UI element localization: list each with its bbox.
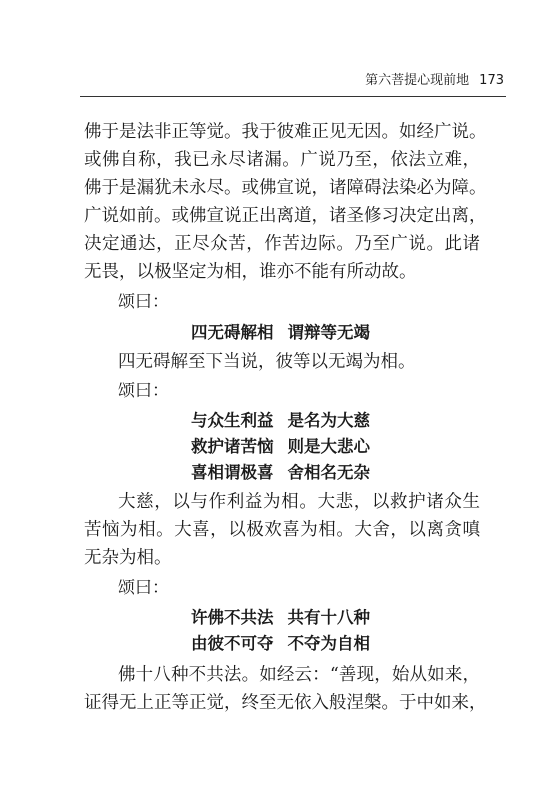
verse-half: 谓辩等无竭 (287, 323, 370, 342)
verse-line (191, 433, 370, 461)
body-line: 大慈，以与作利益为相。大悲，以救护诸众生 (118, 492, 480, 512)
song-label: 颂曰： (118, 578, 169, 598)
body-line: 无畏，以极坚定为相，谁亦不能有所动故。 (84, 262, 417, 282)
verse-half: 救护诸苦恼 (191, 437, 274, 456)
verse-line (191, 604, 370, 632)
page-number: 173 (479, 73, 504, 88)
body-line: 决定通达，正尽众苦，作苦边际。乃至广说。此诸 (84, 234, 480, 254)
body-line: 苦恼为相。大喜，以极欢喜为相。大舍，以离贪嗔 (84, 520, 480, 540)
verse-line (191, 319, 370, 347)
body-line: 佛于是漏犹未永尽。或佛宣说，诸障碍法染必为障。 (84, 178, 487, 198)
header-rule (80, 96, 506, 97)
body-line: 无杂为相。 (84, 548, 172, 568)
running-header (365, 72, 504, 90)
body-line: 或佛自称，我已永尽诸漏。广说乃至，依法立难， (84, 150, 480, 170)
verse-half: 许佛不共法 (191, 608, 274, 627)
body-line: 佛十八种不共法。如经云：“善现，始从如来， (118, 665, 480, 685)
verse-line (191, 407, 370, 435)
chapter-title: 第六菩提心现前地 (365, 73, 470, 88)
verse-half: 四无碍解相 (191, 323, 274, 342)
body-line: 佛于是法非正等觉。我于彼难正见无因。如经广说。 (84, 122, 487, 142)
body-line: 四无碍解至下当说，彼等以无竭为相。 (118, 352, 416, 372)
song-label: 颂曰： (118, 381, 169, 401)
verse-line (191, 630, 370, 658)
body-line: 广说如前。或佛宣说正出离道，诸圣修习决定出离， (84, 206, 487, 226)
verse-half: 不夺为自相 (287, 634, 370, 653)
verse-line (191, 459, 370, 487)
body-line: 证得无上正等正觉，终至无依入般涅槃。于中如来， (84, 693, 487, 713)
verse-half: 由彼不可夺 (191, 634, 274, 653)
song-label: 颂曰： (118, 292, 169, 312)
verse-half: 是名为大慈 (287, 411, 370, 430)
verse-half: 喜相谓极喜 (191, 463, 274, 482)
verse-half: 与众生利益 (191, 411, 274, 430)
verse-half: 则是大悲心 (287, 437, 370, 456)
verse-half: 舍相名无杂 (287, 463, 370, 482)
verse-half: 共有十八种 (287, 608, 370, 627)
